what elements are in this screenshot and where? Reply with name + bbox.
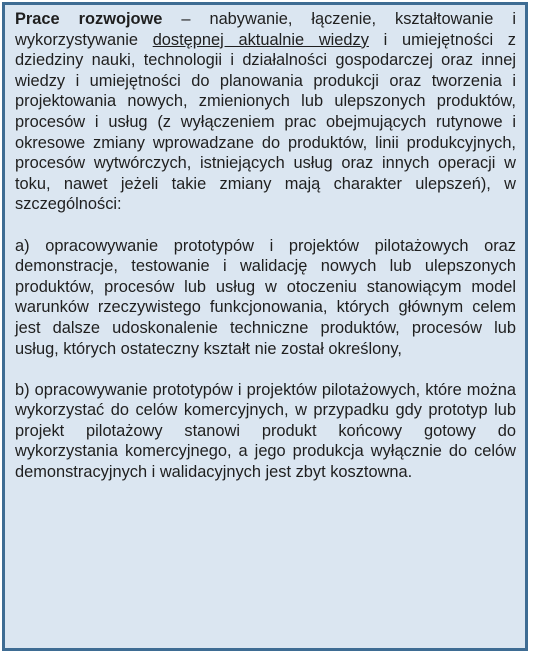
list-item-b: b) opracowywanie prototypów i projektów pilotażowych, które można wykorzystać do celów komercyjnych, w przypadku gdy prototyp lub projekt pilotażowy stanowi produkt końcowy gotowy do wykorzystania komercyjnego, a jego produkcja wyłącznie do celów demonstracyjnych i walidacyjnych jest zbyt kosztowna. — [15, 380, 516, 482]
definition-term: Prace rozwojowe — [15, 10, 163, 28]
paragraph-spacer — [15, 359, 516, 380]
underlined-phrase: dostępnej aktualnie wiedzy — [152, 30, 369, 49]
definition-paragraph — [15, 9, 516, 215]
definition-rest: i umiejętności z dziedziny nauki, technologii i działalności gospodarczej oraz innej wiedzy i umiejętności do planowania produkcji oraz tworzenia i projektowania nowych, zmienionych lub ulepszonych produktów, procesów i usług (z wyłączeniem prac obejmujących rutynowe i okresowe zmiany wprowadzane do produktów, linii produkcyjnych, procesów wytwórczych, istniejących usług oraz innych operacji w toku, nawet jeżeli takie zmiany mają charakter ulepszeń), w szczególności: — [15, 30, 517, 214]
definition-intro: – nabywanie, łączenie, kształtowanie i wykorzystywanie — [15, 10, 516, 49]
list-item-a: a) opracowywanie prototypów i projektów pilotażowych oraz demonstracje, testowanie i walidację nowych lub ulepszonych produktów, procesów lub usług w otoczeniu stanowiącym model warunków rzeczywistego funkcjonowania, których głównym celem jest dalsze udoskonalenie techniczne produktów, procesów lub usług, których ostateczny kształt nie został określony, — [15, 236, 516, 358]
definition-box — [2, 2, 528, 651]
paragraph-spacer — [15, 215, 516, 236]
